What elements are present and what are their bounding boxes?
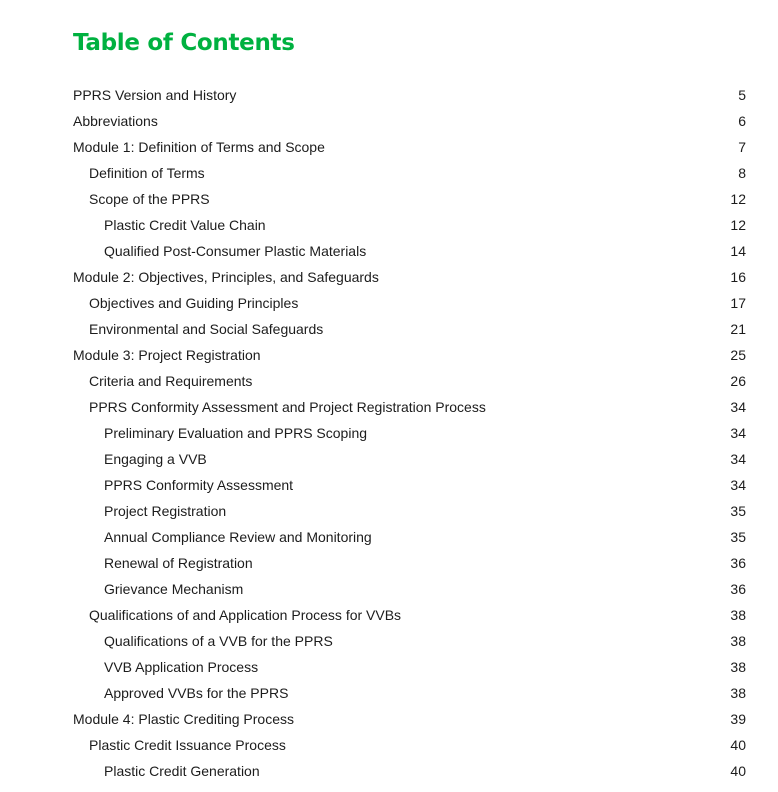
toc-entry-page-number: 21 — [730, 321, 746, 337]
toc-entry[interactable] — [73, 368, 746, 394]
toc-entry-label: Preliminary Evaluation and PPRS Scoping — [104, 425, 368, 441]
toc-entry-page-number: 12 — [730, 217, 746, 233]
toc-entry-page-number: 16 — [730, 269, 746, 285]
toc-entry-page-number: 26 — [730, 373, 746, 389]
toc-entry-page-number: 39 — [730, 711, 746, 727]
toc-entry-label: Qualifications of and Application Process for VVBs — [89, 607, 402, 623]
toc-entry[interactable] — [73, 420, 746, 446]
toc-entry-label: Module 1: Definition of Terms and Scope — [73, 139, 325, 155]
toc-entry[interactable] — [73, 472, 746, 498]
toc-entry-label: Approved VVBs for the PPRS — [104, 685, 289, 701]
toc-entry-page-number: 25 — [730, 347, 746, 363]
toc-entry[interactable] — [73, 446, 746, 472]
toc-entry-label: Qualifications of a VVB for the PPRS — [104, 633, 333, 649]
toc-entry-label: Renewal of Registration — [104, 555, 253, 571]
toc-entry[interactable] — [73, 706, 746, 732]
toc-entry-label: Plastic Credit Generation — [104, 763, 260, 779]
toc-entry[interactable] — [73, 238, 746, 264]
toc-entry-label: Module 2: Objectives, Principles, and Safeguards — [73, 269, 379, 285]
toc-entry-label: Objectives and Guiding Principles — [89, 295, 299, 311]
toc-list — [73, 82, 746, 784]
toc-entry-page-number: 40 — [730, 763, 746, 779]
toc-entry[interactable] — [73, 680, 746, 706]
toc-entry-label: Environmental and Social Safeguards — [89, 321, 324, 337]
toc-entry-label: Project Registration — [104, 503, 227, 519]
toc-entry-page-number: 8 — [738, 165, 746, 181]
toc-entry-page-number: 14 — [730, 243, 746, 259]
toc-entry[interactable] — [73, 394, 746, 420]
toc-entry[interactable] — [73, 82, 746, 108]
toc-entry-page-number: 36 — [730, 555, 746, 571]
toc-entry-page-number: 34 — [730, 425, 746, 441]
toc-entry-label: Definition of Terms — [89, 165, 205, 181]
toc-entry[interactable] — [73, 498, 746, 524]
toc-entry-label: Module 3: Project Registration — [73, 347, 261, 363]
toc-entry-page-number: 40 — [730, 737, 746, 753]
toc-entry-label: PPRS Conformity Assessment — [104, 477, 294, 493]
toc-entry[interactable] — [73, 134, 746, 160]
toc-entry[interactable] — [73, 576, 746, 602]
toc-entry-page-number: 12 — [730, 191, 746, 207]
toc-entry[interactable] — [73, 264, 746, 290]
toc-entry-label: Plastic Credit Value Chain — [104, 217, 266, 233]
toc-entry-page-number: 35 — [730, 529, 746, 545]
toc-entry-label: Engaging a VVB — [104, 451, 207, 467]
toc-entry[interactable] — [73, 186, 746, 212]
toc-entry[interactable] — [73, 524, 746, 550]
toc-entry[interactable] — [73, 316, 746, 342]
toc-entry[interactable] — [73, 602, 746, 628]
toc-entry-label: PPRS Version and History — [73, 87, 237, 103]
toc-entry[interactable] — [73, 108, 746, 134]
toc-entry-page-number: 38 — [730, 607, 746, 623]
toc-entry-page-number: 5 — [738, 87, 746, 103]
toc-entry[interactable] — [73, 550, 746, 576]
toc-entry[interactable] — [73, 160, 746, 186]
toc-entry-label: Scope of the PPRS — [89, 191, 210, 207]
toc-entry-label: PPRS Conformity Assessment and Project Registration Process — [89, 399, 486, 415]
toc-entry-page-number: 17 — [730, 295, 746, 311]
toc-entry[interactable] — [73, 212, 746, 238]
toc-entry-label: Annual Compliance Review and Monitoring — [104, 529, 372, 545]
toc-entry[interactable] — [73, 758, 746, 784]
toc-entry-page-number: 38 — [730, 659, 746, 675]
toc-entry-page-number: 35 — [730, 503, 746, 519]
page-title: Table of Contents — [73, 30, 295, 56]
toc-entry[interactable] — [73, 654, 746, 680]
toc-entry-page-number: 34 — [730, 477, 746, 493]
toc-entry-page-number: 34 — [730, 451, 746, 467]
toc-entry-page-number: 6 — [738, 113, 746, 129]
toc-entry-page-number: 38 — [730, 633, 746, 649]
toc-entry[interactable] — [73, 732, 746, 758]
toc-entry-label: Qualified Post-Consumer Plastic Materials — [104, 243, 367, 259]
toc-entry-label: Grievance Mechanism — [104, 581, 244, 597]
toc-entry-label: Abbreviations — [73, 113, 158, 129]
toc-entry-label: Module 4: Plastic Crediting Process — [73, 711, 294, 727]
toc-entry[interactable] — [73, 628, 746, 654]
toc-entry-label: Criteria and Requirements — [89, 373, 253, 389]
toc-entry[interactable] — [73, 342, 746, 368]
toc-entry[interactable] — [73, 290, 746, 316]
toc-entry-page-number: 34 — [730, 399, 746, 415]
toc-entry-label: Plastic Credit Issuance Process — [89, 737, 286, 753]
toc-entry-page-number: 36 — [730, 581, 746, 597]
toc-entry-page-number: 38 — [730, 685, 746, 701]
toc-entry-label: VVB Application Process — [104, 659, 259, 675]
toc-entry-page-number: 7 — [738, 139, 746, 155]
